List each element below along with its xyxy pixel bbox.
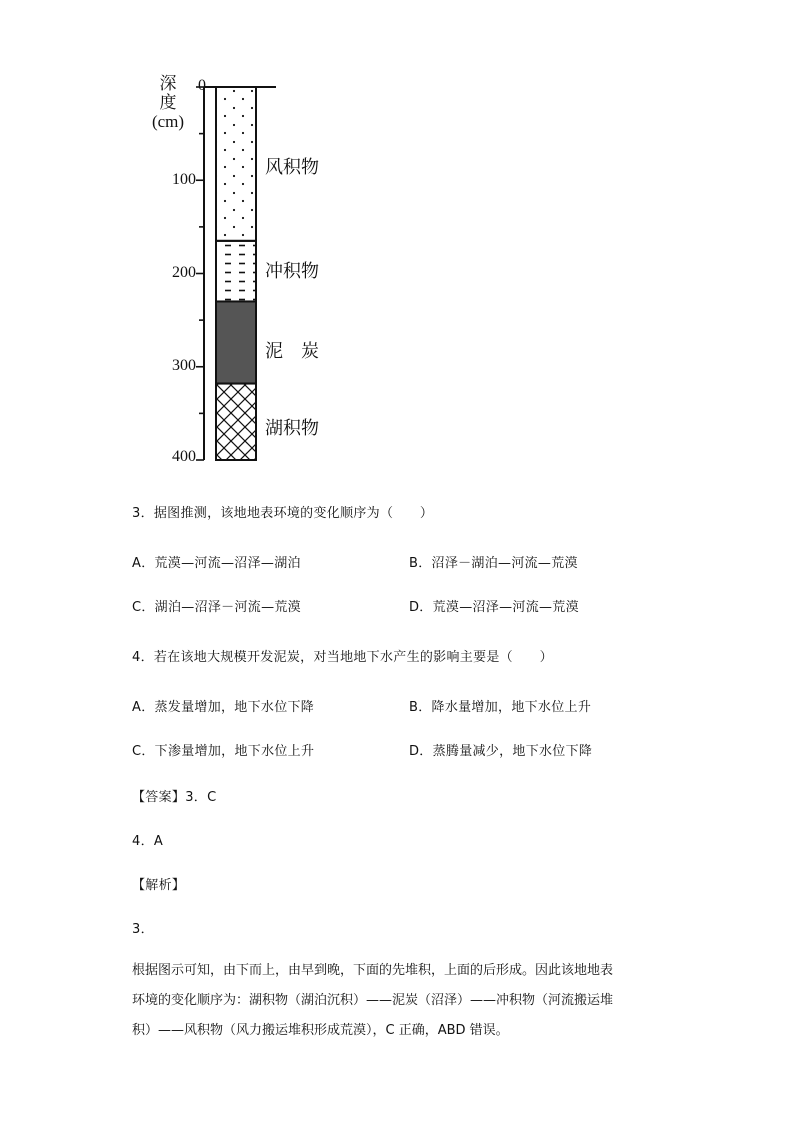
tick-label-100: 100 <box>172 171 196 188</box>
analysis-line: 根据图示可知，由下而上，由早到晚，下面的先堆积，上面的后形成。因此该地地表 <box>132 963 614 978</box>
q3-option-a: A．荒漠—河流—沼泽—湖泊 <box>132 556 301 571</box>
q3-option-b: B．沼泽－湖泊—河流—荒漠 <box>409 556 578 571</box>
axis-title <box>148 74 188 131</box>
tick-label-0: 0 <box>198 77 206 94</box>
tick-label-400: 400 <box>172 448 196 465</box>
layer-rect-2 <box>216 301 256 383</box>
axis-title-line: (cm) <box>151 112 185 131</box>
layer-label-alluvial: 冲积物 <box>265 261 319 282</box>
tick-label-300: 300 <box>172 357 196 374</box>
analysis-title: 【解析】 <box>132 878 186 893</box>
q3-option-d: D．荒漠—沼泽—河流—荒漠 <box>409 600 579 615</box>
layer-label-peat: 泥 炭 <box>265 341 319 362</box>
axis-title-line: 度 <box>159 93 177 112</box>
layer-rect-3 <box>216 384 256 460</box>
answer-line-1: 【答案】3．C <box>132 790 217 805</box>
layer-label-lacustrine: 湖积物 <box>265 418 319 439</box>
tick-label-200: 200 <box>172 264 196 281</box>
q4-option-b: B．降水量增加，地下水位上升 <box>409 700 592 715</box>
analysis-number: 3． <box>132 922 154 937</box>
q4-option-c: C．下渗量增加，地下水位上升 <box>132 744 315 759</box>
analysis-line: 积）——风积物（风力搬运堆积形成荒漠），C 正确，ABD 错误。 <box>132 1023 509 1038</box>
analysis-line: 环境的变化顺序为：湖积物（湖泊沉积）——泥炭（沼泽）——冲积物（河流搬运堆 <box>132 993 614 1008</box>
layer-label-aeolian: 风积物 <box>265 157 319 178</box>
answer-line-2: 4．A <box>132 834 164 849</box>
q4-option-d: D．蒸腾量减少，地下水位下降 <box>409 744 593 759</box>
layer-rect-0 <box>216 87 256 241</box>
stratigraphic-column-figure <box>140 70 360 470</box>
q3-option-c: C．湖泊—沼泽－河流—荒漠 <box>132 600 301 615</box>
q4-stem: 4．若在该地大规模开发泥炭，对当地地下水产生的影响主要是（ ） <box>132 650 553 665</box>
axis-title-line: 深 <box>159 74 177 93</box>
layer-rect-1 <box>216 241 256 302</box>
q3-stem: 3．据图推测，该地地表环境的变化顺序为（ ） <box>132 506 434 521</box>
analysis-paragraph <box>132 956 672 1046</box>
q4-option-a: A．蒸发量增加，地下水位下降 <box>132 700 315 715</box>
